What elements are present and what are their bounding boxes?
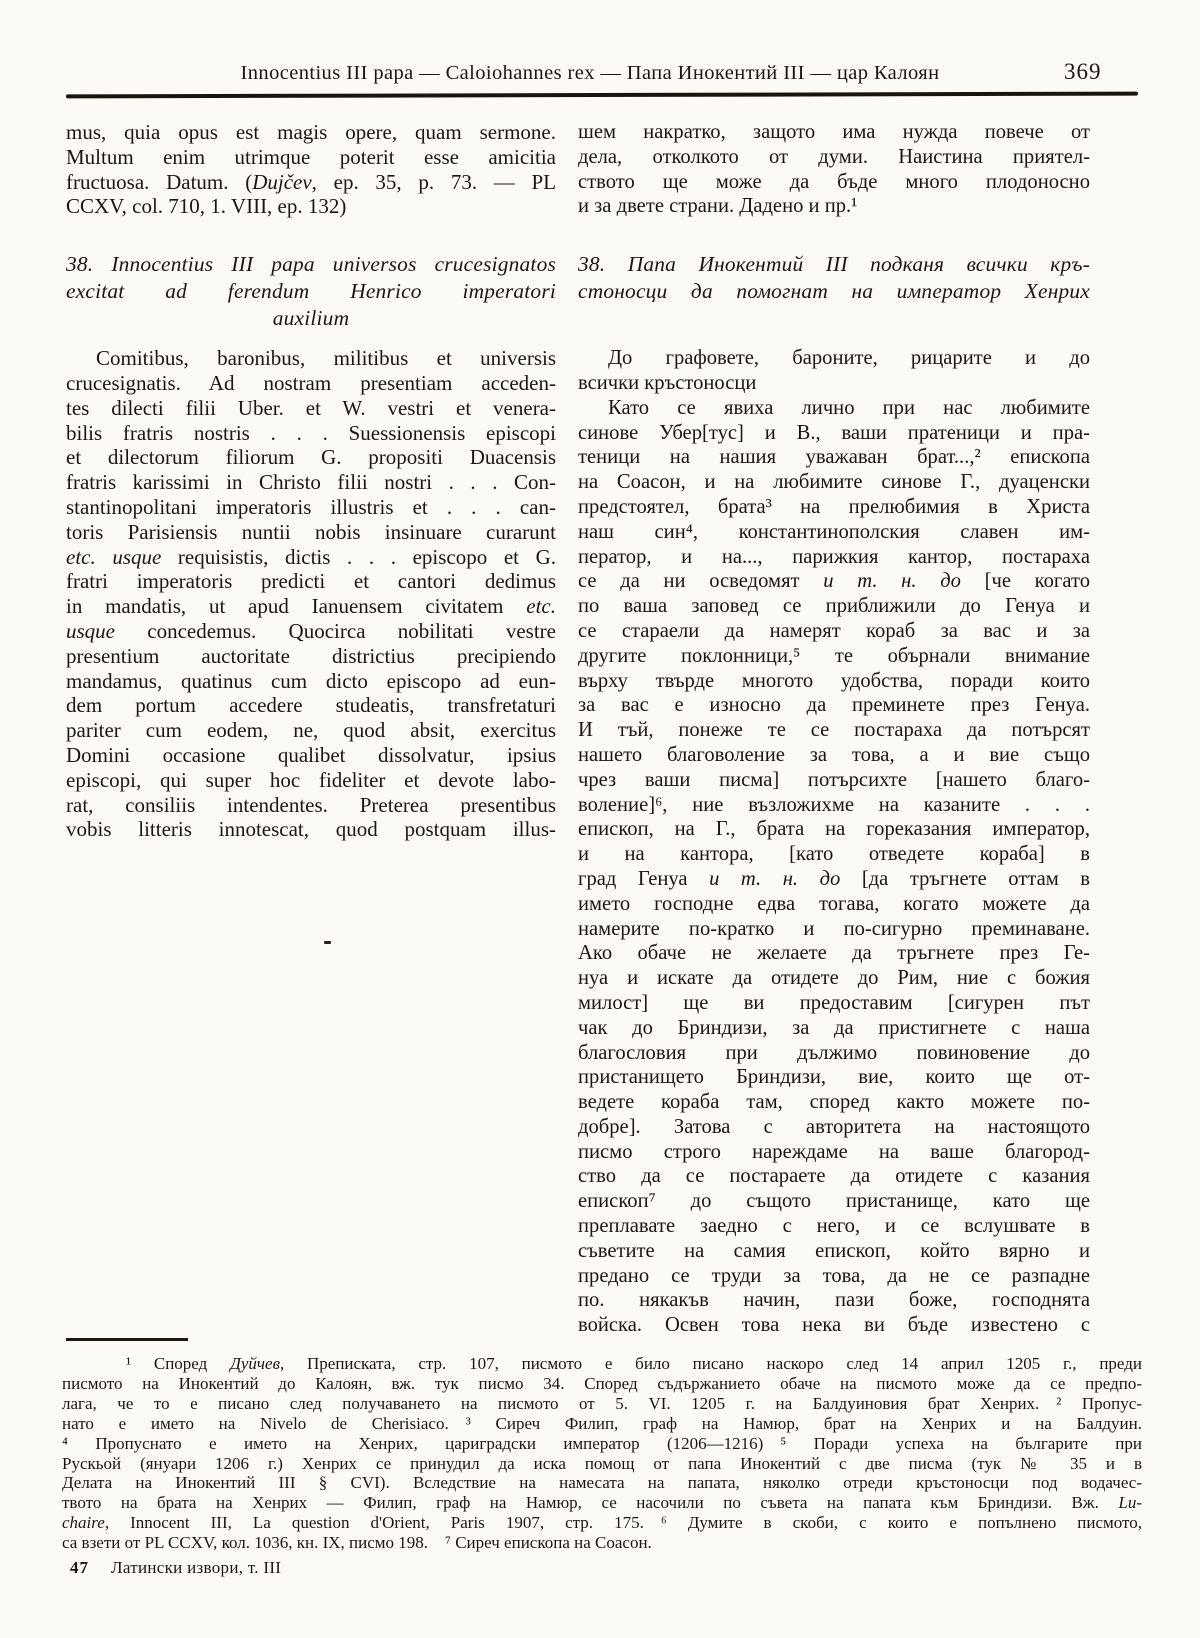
bulgarian-letter-paragraph [578, 396, 1090, 1338]
footnotes-block [62, 1354, 1142, 1553]
text-line: предано се труди за това, да не се разпадне [578, 1264, 1090, 1287]
print-signature [70, 1558, 281, 1578]
text-line: ведете кораба там, според както можете по- [578, 1091, 1090, 1114]
text-line: са взети от PL CCXV, кол. 1036, кн. IX, писмо 198. ⁷ Сиреч епископа на Соасон. [62, 1533, 652, 1553]
text-line: нашето благоволение за това, а и вие също [578, 743, 1090, 766]
text-line: нато е името на Nivelo de Cherisiaco. ³ Сиреч Филип, граф на Намюр, брат на Хенрих и на Балдуин. [62, 1413, 1142, 1433]
bulgarian-column [578, 120, 1090, 1338]
text-line: твото на брата на Хенрих — Филип, граф на Намюр, се насочили по съвета на папата към Бриндизи. Вж. Lu- [62, 1493, 1142, 1513]
text-line: ⁴ Пропуснато е името на Хенрих, цариградски император (1206—1216) ⁵ Поради успеха на българите при [62, 1433, 1142, 1453]
latin-letter-paragraph [66, 346, 556, 842]
text-line: crucesignatis. Ad nostram presentiam acceden- [66, 370, 556, 395]
text-line: dem portum accedere studeatis, transfretaturi [66, 693, 556, 718]
text-line: toris Parisiensis nuntii nobis insinuare curarunt [66, 519, 556, 544]
text-line: всички кръстоносци [578, 371, 757, 394]
text-line: Ако обаче не желаете да тръгнете през Ге- [578, 942, 1090, 965]
text-line: чак до Бриндизи, за да пристигнете с наша [578, 1016, 1090, 1039]
signature-text: Латински извори, т. III [111, 1558, 282, 1577]
text-line: Multum enim utrimque poterit esse amicitia [66, 144, 556, 169]
text-line: другите поклонници,⁵ те обърнали внимание [578, 644, 1090, 667]
text-line: usque concedemus. Quocirca nobilitati vestre [66, 618, 556, 643]
text-line: mandamus, quatinus cum dicto episcopo ad eun- [66, 668, 556, 693]
text-line: vobis litteris innotescat, quod postquam illus- [66, 817, 556, 842]
text-line: писмото на Инокентий до Калоян, вж. тук писмо 34. Според съдържанието обаче на писмото може да се предпо- [62, 1373, 1142, 1393]
text-line: по ваша заповед се приближили до Генуа и [578, 595, 1090, 618]
text-line: синове Убер[тус] и В., ваши пратеници и пра- [578, 421, 1090, 444]
text-line: Като се явиха лично при нас любимите [608, 396, 1090, 419]
text-line: войска. Освен това нека ви бъде известено с [578, 1314, 1090, 1337]
text-line: fratris karissimi in Christo filii nostri . . . Con- [66, 470, 556, 495]
text-line: благословия при дължимо повиновение до [578, 1041, 1090, 1064]
text-line: Domini occasione qualibet dissolvatur, ipsius [66, 742, 556, 767]
running-title: Innocentius III papa — Caloiohannes rex — Папа Инокентий III — цар Калоян [240, 62, 940, 84]
text-line: fructuosa. Datum. (Dujčev, ep. 35, p. 73. — PL [66, 169, 556, 194]
text-line: in mandatis, ut apud Ianuensem civitatem etc. [66, 594, 556, 619]
text-line: и на кантора, [като отведете кораба] в [578, 843, 1090, 866]
text-line: episcopi, qui super hoc fideliter et devote labo- [66, 767, 556, 792]
text-line: chaire, Innocent III, La question d'Orient, Paris 1907, стр. 175. ⁶ Думите в скоби, с които е попълнено писмото, [62, 1513, 1142, 1533]
text-line: пристанището Бриндизи, вие, които ще от- [578, 1066, 1090, 1089]
latin-section-heading [66, 251, 556, 332]
text-line: стоносци да помогнат на император Хенрих [578, 279, 1090, 304]
text-line: ператор, и на..., парижкия кантор, постараха [578, 545, 1090, 568]
text-line: auxilium [272, 306, 350, 331]
text-line: воление]⁶, ние възложихме на казаните . . . [578, 793, 1090, 816]
text-line: ството ще може да бъде много плодоносно [578, 170, 1090, 193]
text-line: шем накратко, защото има нужда повече от [578, 121, 1090, 143]
text-line: на Соасон, и на любимите синове Г., дуаценски [578, 471, 1090, 494]
text-line: предстоятел, брата³ на прелюбимия в Христа [578, 495, 1090, 518]
scan-artifact-dash [324, 941, 331, 944]
text-line: etc. usque requisistis, dictis . . . episcopo et G. [66, 544, 556, 569]
text-line: Рускьой (януари 1206 г.) Хенрих се принудил да иска помощ от папа Инокентий с две писма (тук № 35 и в [62, 1453, 1142, 1473]
text-line: се да ни осведомят и т. н. до [че когато [578, 570, 1090, 593]
text-line: върху твърде многото удобства, поради които [578, 669, 1090, 692]
text-line: нуа и искате да отидете до Рим, ние с божия [578, 967, 1090, 990]
signature-number: 47 [70, 1558, 89, 1577]
text-line: наш син⁴, константинополския славен им- [578, 520, 1090, 543]
text-line: presentium auctoritate districtius precipiendo [66, 643, 556, 668]
text-line: името господне едва тогава, когато можете да [578, 892, 1090, 915]
text-line: се стараели да намерят кораб за вас и за [578, 619, 1090, 642]
text-line: И тъй, понеже те се постараха да потърсят [578, 719, 1090, 742]
text-line: лага, че то е писано след получаването на писмото от 5. VI. 1205 г. на Балдуиновия брат Хенрих. ² Пропус- [62, 1393, 1142, 1413]
text-line: чрез ваши писма] потърсихте [нашето благо- [578, 768, 1090, 791]
text-line: и за двете страни. Дадено и пр.¹ [578, 195, 858, 218]
text-line: stantinopolitani imperatoris illustris et . . . can- [66, 494, 556, 519]
latin-opening-paragraph [66, 120, 556, 219]
text-line: преплавате заедно с него, и се вслушвате в [578, 1215, 1090, 1238]
bulgarian-opening-paragraph [578, 120, 1090, 219]
text-line: Comitibus, baronibus, militibus et universis [96, 346, 556, 371]
text-line: писмо строго нареждаме на ваше благород- [578, 1140, 1090, 1163]
text-line: 38. Папа Инокентий III подканя всички кръ- [578, 252, 1090, 277]
text-line: добре]. Затова с авторитета на настоящото [578, 1115, 1090, 1138]
text-line: епископ, на Г., брата на гореказания император, [578, 818, 1090, 841]
text-line: 38. Innocentius III papa universos crucesignatos [66, 252, 556, 277]
bulgarian-salutation [578, 346, 1090, 396]
text-line: До графовете, бароните, рицарите и до [608, 347, 1090, 370]
text-line: ство да се постараете да отидете с казания [578, 1165, 1090, 1188]
text-line: et dilectorum filiorum G. propositi Duacensis [66, 445, 556, 470]
text-line: CCXV, col. 710, 1. VIII, ep. 132) [66, 194, 347, 219]
text-line: rat, consiliis intendentes. Preterea presentibus [66, 792, 556, 817]
text-columns [66, 120, 1090, 1338]
text-line: милост] ще ви предоставим [сигурен път [578, 991, 1090, 1014]
text-line: епископ⁷ до същото пристанище, като ще [578, 1190, 1090, 1213]
text-line: Делата на Инокентий III § CVI). Вследствие на намесата на папата, няколко отреди кръстоносци под водачес- [62, 1473, 1142, 1493]
bulgarian-section-heading [578, 251, 1090, 305]
text-line: по. някакъв начин, пази боже, господнята [578, 1289, 1090, 1312]
text-line: за вас е износно да преминете през Генуа. [578, 694, 1090, 717]
text-line: намерите по-кратко и по-сигурно преминаване. [578, 917, 1090, 940]
text-line: bilis fratris nostris . . . Suessionensis episcopi [66, 420, 556, 445]
text-line: excitat ad ferendum Henrico imperatori [66, 279, 556, 304]
text-line: теници на нашия уважаван брат...,² епископа [578, 446, 1090, 469]
text-line: дела, отколкото от думи. Наистина приятел- [578, 145, 1090, 168]
page-number: 369 [1064, 59, 1102, 84]
text-line: fratri imperatoris predicti et cantori dedimus [66, 569, 556, 594]
text-line: pariter cum eodem, ne, quod absit, exercitus [66, 718, 556, 743]
text-line: град Генуа и т. н. до [да тръгнете оттам в [578, 867, 1091, 890]
text-line: mus, quia opus est magis opere, quam sermone. [66, 120, 556, 144]
text-line: tes dilecti filii Uber. et W. vestri et venera- [66, 395, 556, 420]
footnote-separator [66, 1338, 188, 1341]
text-line: съветите на самия епископ, който вярно и [578, 1239, 1090, 1262]
latin-column [66, 120, 556, 1338]
text-line: ¹ Според Дуйчев, Преписката, стр. 107, писмото е било писано наскоро след 14 април 1205 г., преди [126, 1354, 1142, 1373]
